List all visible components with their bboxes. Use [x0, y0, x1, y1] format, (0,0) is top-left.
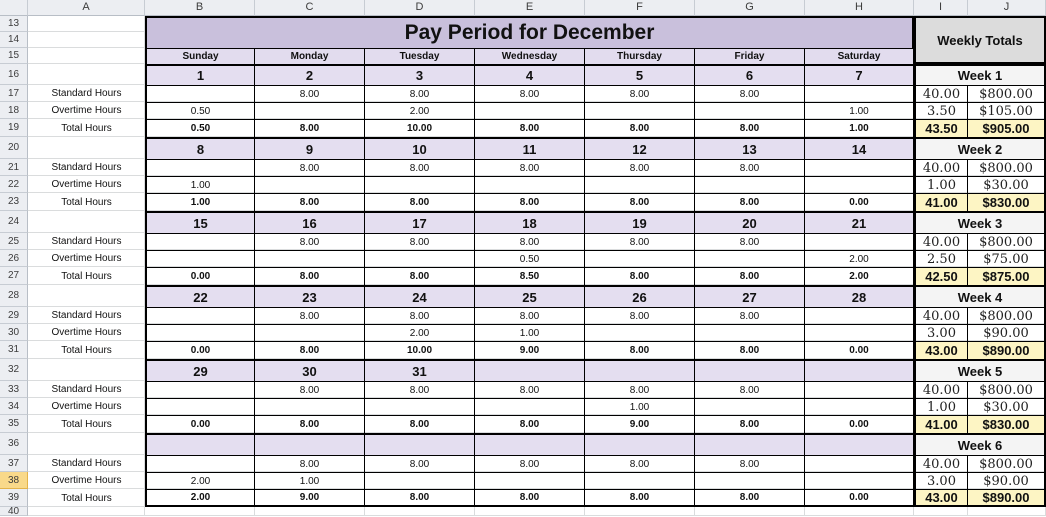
standard-hours-cell[interactable]: 8.00: [695, 307, 805, 324]
date-cell[interactable]: [585, 433, 695, 455]
column-header[interactable]: F: [585, 0, 695, 16]
standard-hours-cell[interactable]: 8.00: [255, 381, 365, 398]
total-hours-cell[interactable]: 8.00: [475, 119, 585, 137]
overtime-hours-cell[interactable]: [145, 250, 255, 267]
total-hours-cell[interactable]: 8.00: [585, 341, 695, 359]
day-header-monday: Monday: [255, 48, 365, 64]
date-cell[interactable]: 9: [255, 137, 365, 159]
column-header[interactable]: D: [365, 0, 475, 16]
overtime-hours-cell[interactable]: [365, 176, 475, 193]
weekly-standard-pay[interactable]: $800.00: [968, 307, 1046, 324]
total-hours-cell[interactable]: 8.00: [695, 489, 805, 507]
date-cell[interactable]: 5: [585, 64, 695, 85]
date-cell[interactable]: 18: [475, 211, 585, 233]
total-hours-cell[interactable]: 8.00: [475, 193, 585, 211]
row-label-total-hours: Total Hours: [61, 344, 112, 356]
weekly-standard-pay[interactable]: $800.00: [968, 381, 1046, 398]
overtime-hours-cell[interactable]: [475, 398, 585, 415]
weekly-overtime-pay[interactable]: $90.00: [968, 324, 1046, 341]
weekly-total-hours[interactable]: 43.00: [914, 489, 968, 507]
date-cell[interactable]: 28: [805, 285, 914, 307]
overtime-hours-cell[interactable]: [805, 176, 914, 193]
total-hours-cell[interactable]: 0.00: [805, 489, 914, 507]
date-cell[interactable]: 22: [145, 285, 255, 307]
row-header[interactable]: 38: [0, 472, 28, 489]
total-hours-cell[interactable]: 8.00: [695, 267, 805, 285]
row-header[interactable]: 36: [0, 433, 28, 455]
day-header-tuesday: Tuesday: [365, 48, 475, 64]
overtime-hours-cell[interactable]: [255, 102, 365, 119]
overtime-hours-cell[interactable]: [475, 472, 585, 489]
total-hours-cell[interactable]: 8.00: [695, 119, 805, 137]
overtime-hours-cell[interactable]: 0.50: [475, 250, 585, 267]
row-header[interactable]: 17: [0, 85, 28, 102]
overtime-hours-cell[interactable]: [365, 398, 475, 415]
date-cell[interactable]: 15: [145, 211, 255, 233]
total-hours-cell[interactable]: 8.00: [255, 193, 365, 211]
overtime-hours-cell[interactable]: [255, 250, 365, 267]
date-cell[interactable]: 6: [695, 64, 805, 85]
standard-hours-cell[interactable]: 8.00: [365, 85, 475, 102]
total-hours-cell[interactable]: 0.00: [805, 193, 914, 211]
day-header-wednesday: Wednesday: [475, 48, 585, 64]
overtime-hours-cell[interactable]: [585, 472, 695, 489]
total-hours-cell[interactable]: 0.00: [145, 415, 255, 433]
weekly-total-hours[interactable]: 43.00: [914, 341, 968, 359]
date-cell[interactable]: 21: [805, 211, 914, 233]
row-header[interactable]: 16: [0, 64, 28, 85]
standard-hours-cell[interactable]: [805, 85, 914, 102]
total-hours-cell[interactable]: 8.00: [695, 341, 805, 359]
total-hours-cell[interactable]: 8.00: [255, 119, 365, 137]
weekly-overtime-hours[interactable]: 1.00: [914, 176, 968, 193]
total-hours-cell[interactable]: 8.00: [255, 267, 365, 285]
date-cell[interactable]: 11: [475, 137, 585, 159]
standard-hours-cell[interactable]: [805, 159, 914, 176]
total-hours-cell[interactable]: 0.00: [805, 341, 914, 359]
total-hours-cell[interactable]: 2.00: [805, 267, 914, 285]
date-cell[interactable]: [805, 433, 914, 455]
page-title: Pay Period for December: [145, 16, 914, 48]
overtime-hours-cell[interactable]: [145, 324, 255, 341]
date-cell[interactable]: 17: [365, 211, 475, 233]
overtime-hours-cell[interactable]: [365, 472, 475, 489]
weekly-standard-pay[interactable]: $800.00: [968, 233, 1046, 250]
total-hours-cell[interactable]: 8.00: [695, 415, 805, 433]
standard-hours-cell[interactable]: 8.00: [585, 233, 695, 250]
date-cell[interactable]: 19: [585, 211, 695, 233]
standard-hours-cell[interactable]: 8.00: [585, 85, 695, 102]
total-hours-cell[interactable]: 8.00: [585, 267, 695, 285]
row-label-standard-hours: Standard Hours: [51, 88, 122, 99]
row-header[interactable]: 31: [0, 341, 28, 359]
total-hours-cell[interactable]: 8.00: [255, 341, 365, 359]
weekly-overtime-pay[interactable]: $90.00: [968, 472, 1046, 489]
week-label: Week 2: [914, 137, 1046, 159]
weekly-overtime-hours[interactable]: 3.00: [914, 472, 968, 489]
standard-hours-cell[interactable]: 8.00: [365, 381, 475, 398]
row-header[interactable]: 19: [0, 119, 28, 137]
weekly-overtime-hours[interactable]: 3.50: [914, 102, 968, 119]
date-cell[interactable]: [475, 433, 585, 455]
overtime-hours-cell[interactable]: [585, 176, 695, 193]
weekly-overtime-hours[interactable]: 1.00: [914, 398, 968, 415]
row-label-standard-hours: Standard Hours: [51, 458, 122, 469]
overtime-hours-cell[interactable]: [255, 176, 365, 193]
total-hours-cell[interactable]: 8.00: [365, 415, 475, 433]
row-header[interactable]: 27: [0, 267, 28, 285]
day-header-sunday: Sunday: [145, 48, 255, 64]
overtime-hours-cell[interactable]: 1.00: [475, 324, 585, 341]
overtime-hours-cell[interactable]: 2.00: [365, 324, 475, 341]
weekly-total-hours[interactable]: 43.50: [914, 119, 968, 137]
total-hours-cell[interactable]: 8.00: [365, 489, 475, 507]
total-hours-cell[interactable]: 8.00: [695, 193, 805, 211]
total-hours-cell[interactable]: 8.00: [585, 193, 695, 211]
standard-hours-cell[interactable]: 8.00: [365, 307, 475, 324]
date-cell[interactable]: 4: [475, 64, 585, 85]
row-header[interactable]: 37: [0, 455, 28, 472]
row-label-total-hours: Total Hours: [61, 196, 112, 208]
row-label-standard-hours: Standard Hours: [51, 384, 122, 395]
row-header[interactable]: 29: [0, 307, 28, 324]
date-cell[interactable]: 1: [145, 64, 255, 85]
standard-hours-cell[interactable]: [805, 381, 914, 398]
row-label-overtime-hours: Overtime Hours: [51, 179, 122, 190]
total-hours-cell[interactable]: 9.00: [475, 341, 585, 359]
overtime-hours-cell[interactable]: [805, 472, 914, 489]
row-label-total-hours: Total Hours: [61, 418, 112, 430]
select-all-corner[interactable]: [0, 0, 28, 16]
standard-hours-cell[interactable]: [145, 307, 255, 324]
date-cell[interactable]: 24: [365, 285, 475, 307]
column-header[interactable]: J: [968, 0, 1046, 16]
row-label-overtime-hours: Overtime Hours: [51, 253, 122, 264]
standard-hours-cell[interactable]: 8.00: [255, 85, 365, 102]
weekly-total-pay[interactable]: $830.00: [968, 415, 1046, 433]
row-header[interactable]: 20: [0, 137, 28, 159]
weekly-totals-title: Weekly Totals: [914, 16, 1046, 64]
standard-hours-cell[interactable]: [145, 455, 255, 472]
weekly-overtime-hours[interactable]: 2.50: [914, 250, 968, 267]
date-cell[interactable]: [145, 433, 255, 455]
column-header[interactable]: C: [255, 0, 365, 16]
overtime-hours-cell[interactable]: [365, 250, 475, 267]
standard-hours-cell[interactable]: 8.00: [585, 307, 695, 324]
standard-hours-cell[interactable]: 8.00: [475, 233, 585, 250]
overtime-hours-cell[interactable]: [145, 398, 255, 415]
weekly-standard-pay[interactable]: $800.00: [968, 455, 1046, 472]
standard-hours-cell[interactable]: 8.00: [695, 233, 805, 250]
date-cell[interactable]: 3: [365, 64, 475, 85]
date-cell[interactable]: 31: [365, 359, 475, 381]
date-cell[interactable]: 16: [255, 211, 365, 233]
weekly-standard-hours[interactable]: 40.00: [914, 307, 968, 324]
standard-hours-cell[interactable]: 8.00: [255, 455, 365, 472]
date-cell[interactable]: 8: [145, 137, 255, 159]
date-cell[interactable]: [695, 433, 805, 455]
row-header[interactable]: 15: [0, 48, 28, 64]
date-cell[interactable]: 13: [695, 137, 805, 159]
row-header[interactable]: 23: [0, 193, 28, 211]
overtime-hours-cell[interactable]: [695, 398, 805, 415]
weekly-standard-hours[interactable]: 40.00: [914, 381, 968, 398]
standard-hours-cell[interactable]: 8.00: [585, 381, 695, 398]
standard-hours-cell[interactable]: 8.00: [695, 455, 805, 472]
weekly-standard-pay[interactable]: $800.00: [968, 85, 1046, 102]
total-hours-cell[interactable]: 0.00: [805, 415, 914, 433]
overtime-hours-cell[interactable]: 1.00: [145, 176, 255, 193]
weekly-total-pay[interactable]: $875.00: [968, 267, 1046, 285]
weekly-overtime-pay[interactable]: $105.00: [968, 102, 1046, 119]
standard-hours-cell[interactable]: 8.00: [255, 159, 365, 176]
total-hours-cell[interactable]: 8.00: [475, 415, 585, 433]
overtime-hours-cell[interactable]: [585, 324, 695, 341]
total-hours-cell[interactable]: 8.00: [365, 193, 475, 211]
date-cell[interactable]: 7: [805, 64, 914, 85]
weekly-standard-hours[interactable]: 40.00: [914, 233, 968, 250]
week-label: Week 1: [914, 64, 1046, 85]
weekly-overtime-pay[interactable]: $75.00: [968, 250, 1046, 267]
total-hours-cell[interactable]: 0.00: [145, 341, 255, 359]
row-header[interactable]: 32: [0, 359, 28, 381]
overtime-hours-cell[interactable]: [585, 250, 695, 267]
row-label-standard-hours: Standard Hours: [51, 310, 122, 321]
week-label: Week 3: [914, 211, 1046, 233]
row-header[interactable]: 39: [0, 489, 28, 507]
weekly-overtime-pay[interactable]: $30.00: [968, 398, 1046, 415]
weekly-standard-pay[interactable]: $800.00: [968, 159, 1046, 176]
weekly-total-pay[interactable]: $830.00: [968, 193, 1046, 211]
row-header[interactable]: 26: [0, 250, 28, 267]
column-header[interactable]: A: [28, 0, 145, 16]
date-cell[interactable]: 14: [805, 137, 914, 159]
total-hours-cell[interactable]: 8.00: [255, 415, 365, 433]
week-label: Week 5: [914, 359, 1046, 381]
date-cell[interactable]: [365, 433, 475, 455]
row-header[interactable]: 13: [0, 16, 28, 32]
day-header-saturday: Saturday: [805, 48, 914, 64]
row-header[interactable]: 35: [0, 415, 28, 433]
standard-hours-cell[interactable]: 8.00: [695, 381, 805, 398]
overtime-hours-cell[interactable]: [695, 102, 805, 119]
row-header[interactable]: 34: [0, 398, 28, 415]
total-hours-cell[interactable]: 8.00: [475, 489, 585, 507]
column-header[interactable]: G: [695, 0, 805, 16]
row-label-overtime-hours: Overtime Hours: [51, 327, 122, 338]
weekly-total-pay[interactable]: $890.00: [968, 489, 1046, 507]
overtime-hours-cell[interactable]: 0.50: [145, 102, 255, 119]
overtime-hours-cell[interactable]: [805, 324, 914, 341]
date-cell[interactable]: 12: [585, 137, 695, 159]
standard-hours-cell[interactable]: [145, 85, 255, 102]
overtime-hours-cell[interactable]: [475, 176, 585, 193]
total-hours-cell[interactable]: 0.50: [145, 119, 255, 137]
weekly-standard-hours[interactable]: 40.00: [914, 455, 968, 472]
weekly-standard-hours[interactable]: 40.00: [914, 85, 968, 102]
date-cell[interactable]: 10: [365, 137, 475, 159]
row-header[interactable]: 28: [0, 285, 28, 307]
row-header[interactable]: 30: [0, 324, 28, 341]
standard-hours-cell[interactable]: 8.00: [255, 307, 365, 324]
total-hours-cell[interactable]: 9.00: [585, 415, 695, 433]
standard-hours-cell[interactable]: 8.00: [585, 159, 695, 176]
total-hours-cell[interactable]: 2.00: [145, 489, 255, 507]
overtime-hours-cell[interactable]: [805, 398, 914, 415]
date-cell[interactable]: [475, 359, 585, 381]
standard-hours-cell[interactable]: 8.00: [475, 455, 585, 472]
total-hours-cell[interactable]: 10.00: [365, 119, 475, 137]
day-header-friday: Friday: [695, 48, 805, 64]
row-label-overtime-hours: Overtime Hours: [51, 105, 122, 116]
row-header[interactable]: 22: [0, 176, 28, 193]
standard-hours-cell[interactable]: 8.00: [255, 233, 365, 250]
standard-hours-cell[interactable]: 8.00: [695, 85, 805, 102]
row-label-total-hours: Total Hours: [61, 492, 112, 504]
overtime-hours-cell[interactable]: [695, 472, 805, 489]
date-cell[interactable]: 29: [145, 359, 255, 381]
overtime-hours-cell[interactable]: 2.00: [145, 472, 255, 489]
total-hours-cell[interactable]: 1.00: [805, 119, 914, 137]
weekly-overtime-pay[interactable]: $30.00: [968, 176, 1046, 193]
standard-hours-cell[interactable]: 8.00: [475, 159, 585, 176]
overtime-hours-cell[interactable]: 1.00: [255, 472, 365, 489]
overtime-hours-cell[interactable]: [255, 398, 365, 415]
day-header-thursday: Thursday: [585, 48, 695, 64]
week-label: Week 4: [914, 285, 1046, 307]
overtime-hours-cell[interactable]: [695, 250, 805, 267]
standard-hours-cell[interactable]: [805, 307, 914, 324]
overtime-hours-cell[interactable]: [475, 102, 585, 119]
standard-hours-cell[interactable]: 8.00: [365, 159, 475, 176]
row-header[interactable]: 21: [0, 159, 28, 176]
weekly-total-hours[interactable]: 42.50: [914, 267, 968, 285]
date-cell[interactable]: [585, 359, 695, 381]
row-header[interactable]: 25: [0, 233, 28, 250]
overtime-hours-cell[interactable]: 1.00: [585, 398, 695, 415]
row-label-overtime-hours: Overtime Hours: [51, 475, 122, 486]
date-cell[interactable]: 2: [255, 64, 365, 85]
overtime-hours-cell[interactable]: [695, 324, 805, 341]
date-cell[interactable]: [255, 433, 365, 455]
total-hours-cell[interactable]: 0.00: [145, 267, 255, 285]
weekly-total-pay[interactable]: $905.00: [968, 119, 1046, 137]
overtime-hours-cell[interactable]: 2.00: [365, 102, 475, 119]
standard-hours-cell[interactable]: [145, 233, 255, 250]
row-label-total-hours: Total Hours: [61, 270, 112, 282]
standard-hours-cell[interactable]: [145, 381, 255, 398]
date-cell[interactable]: 23: [255, 285, 365, 307]
date-cell[interactable]: [695, 359, 805, 381]
row-label-standard-hours: Standard Hours: [51, 162, 122, 173]
standard-hours-cell[interactable]: 8.00: [475, 307, 585, 324]
date-cell[interactable]: [805, 359, 914, 381]
date-cell[interactable]: 20: [695, 211, 805, 233]
column-header[interactable]: H: [805, 0, 914, 16]
column-header[interactable]: E: [475, 0, 585, 16]
date-cell[interactable]: 27: [695, 285, 805, 307]
standard-hours-cell[interactable]: 8.00: [695, 159, 805, 176]
row-label-total-hours: Total Hours: [61, 122, 112, 134]
standard-hours-cell[interactable]: 8.00: [365, 455, 475, 472]
standard-hours-cell[interactable]: [805, 233, 914, 250]
total-hours-cell[interactable]: 8.50: [475, 267, 585, 285]
total-hours-cell[interactable]: 10.00: [365, 341, 475, 359]
total-hours-cell[interactable]: 8.00: [365, 267, 475, 285]
column-header[interactable]: B: [145, 0, 255, 16]
total-hours-cell[interactable]: 8.00: [585, 489, 695, 507]
overtime-hours-cell[interactable]: [695, 176, 805, 193]
standard-hours-cell[interactable]: [145, 159, 255, 176]
overtime-hours-cell[interactable]: [255, 324, 365, 341]
overtime-hours-cell[interactable]: 2.00: [805, 250, 914, 267]
date-cell[interactable]: 26: [585, 285, 695, 307]
row-header[interactable]: 18: [0, 102, 28, 119]
row-header[interactable]: 40: [0, 507, 28, 516]
total-hours-cell[interactable]: 1.00: [145, 193, 255, 211]
weekly-total-hours[interactable]: 41.00: [914, 193, 968, 211]
total-hours-cell[interactable]: 9.00: [255, 489, 365, 507]
row-label-overtime-hours: Overtime Hours: [51, 401, 122, 412]
weekly-total-hours[interactable]: 41.00: [914, 415, 968, 433]
row-header[interactable]: 14: [0, 32, 28, 48]
column-header[interactable]: I: [914, 0, 968, 16]
weekly-standard-hours[interactable]: 40.00: [914, 159, 968, 176]
standard-hours-cell[interactable]: 8.00: [475, 381, 585, 398]
weekly-total-pay[interactable]: $890.00: [968, 341, 1046, 359]
weekly-overtime-hours[interactable]: 3.00: [914, 324, 968, 341]
row-header[interactable]: 33: [0, 381, 28, 398]
standard-hours-cell[interactable]: 8.00: [585, 455, 695, 472]
standard-hours-cell[interactable]: [805, 455, 914, 472]
standard-hours-cell[interactable]: 8.00: [475, 85, 585, 102]
standard-hours-cell[interactable]: 8.00: [365, 233, 475, 250]
overtime-hours-cell[interactable]: 1.00: [805, 102, 914, 119]
row-label-standard-hours: Standard Hours: [51, 236, 122, 247]
row-header[interactable]: 24: [0, 211, 28, 233]
date-cell[interactable]: 25: [475, 285, 585, 307]
overtime-hours-cell[interactable]: [585, 102, 695, 119]
date-cell[interactable]: 30: [255, 359, 365, 381]
total-hours-cell[interactable]: 8.00: [585, 119, 695, 137]
week-label: Week 6: [914, 433, 1046, 455]
